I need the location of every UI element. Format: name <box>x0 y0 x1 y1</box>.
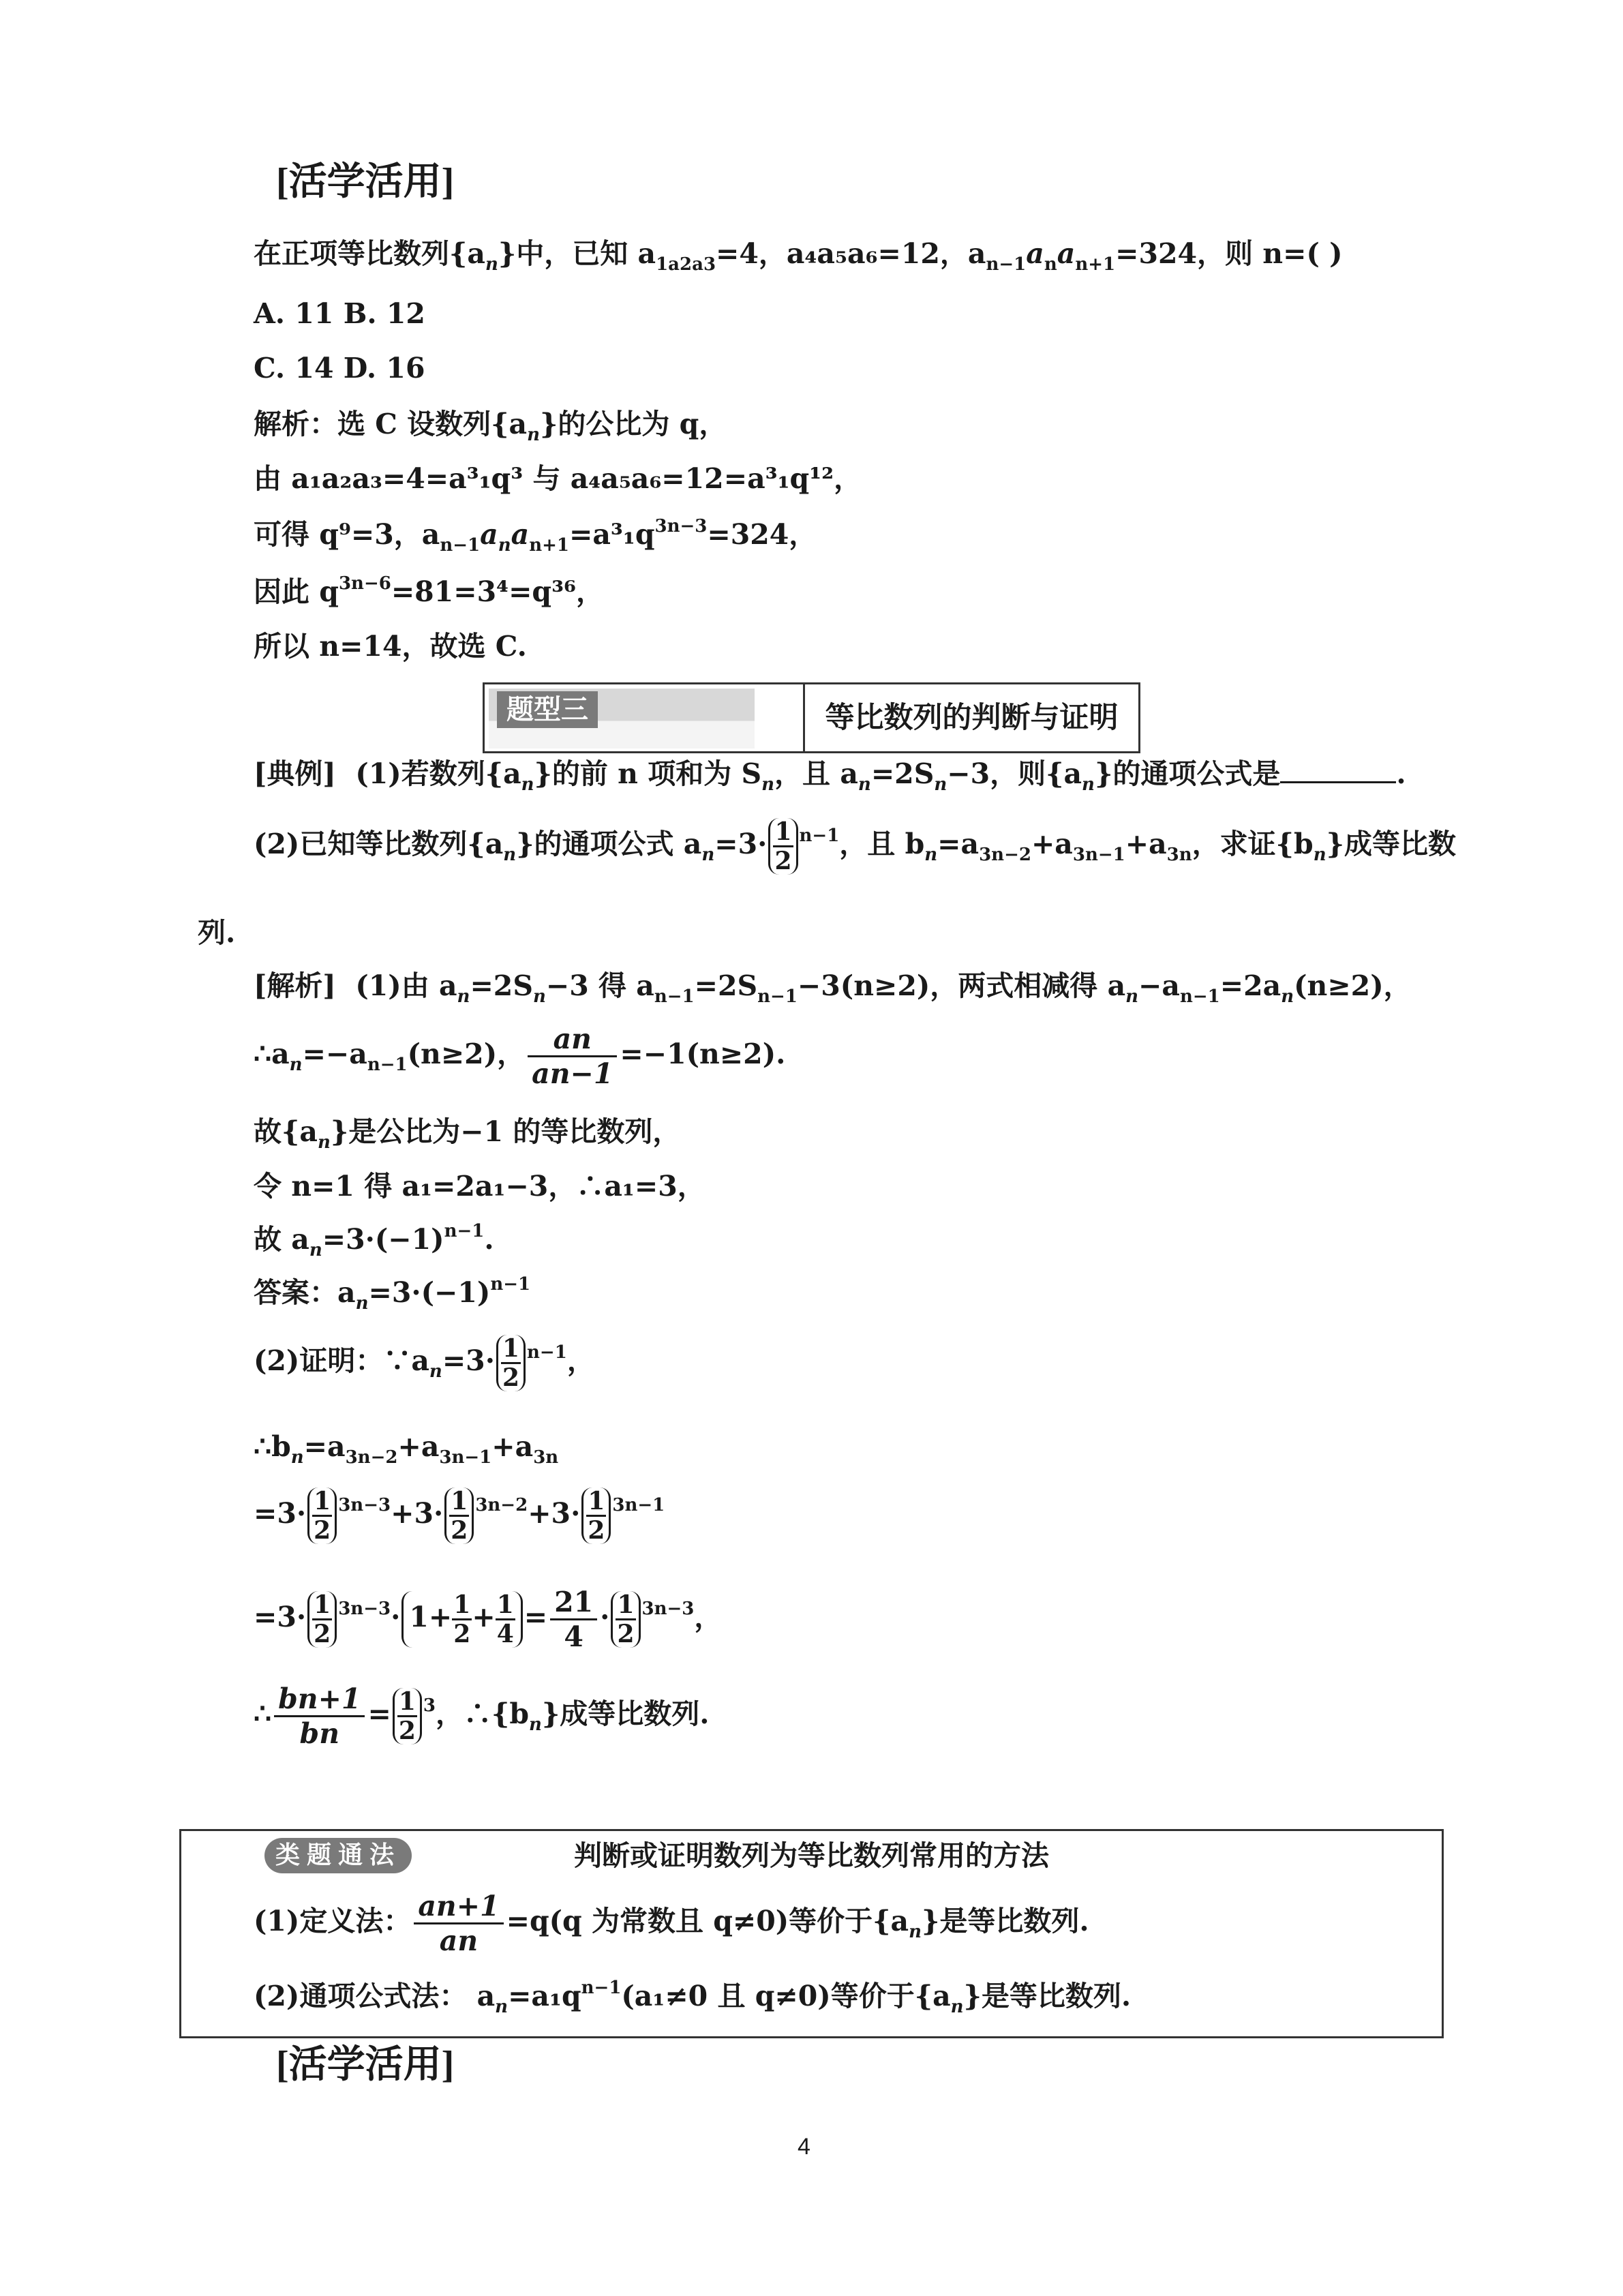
proof-line: (2)证明：$\because a_n=3\cdot$ $\frac{1}{2}$ $^{n-1}$， <box>254 1334 595 1392</box>
analysis-line-1: [解析] (1)由 $a_n=2S_n-3$ 得 $a_{n-1}=2S_{n-1}-3(n\ge 2)$，两式相减得 $a_n-a_{n-1}=2a_n(n\ge 2)$， <box>254 969 1412 1007</box>
analysis-line-2: $\therefore a_n=-a_{n-1}(n\ge 2)$， $\frac{an}{an-1}$ =−1(n≥2). <box>254 1023 786 1090</box>
options-line-1: A. 11 B. 12 <box>254 297 425 330</box>
type-badge <box>489 689 755 749</box>
analysis-line-3: 故$\{a_n\}$是公比为−1 的等比数列， <box>254 1115 681 1153</box>
summary-method-2: (2)通项公式法： $a_n=a_1q^{n-1}(a_1\ne 0$ 且 q≠0)等价于$\{a_n\}$是等比数列. <box>254 1978 1132 2017</box>
analysis-line-4: 令 n=1 得 a₁=2a₁−3，∴a₁=3， <box>254 1170 706 1203</box>
summary-badge: 类题通法 <box>264 1838 412 1873</box>
answer-line: 答案：$a_n=3\cdot(-1)^{n-1}$ <box>254 1274 531 1314</box>
type-badge-label: 题型三 <box>497 691 598 728</box>
ratio-line: ∴ $\frac{bn+1}{bn}$ = $\frac{1}{2}$ $^3$，$\therefore\{b_n\}$成等比数列. <box>254 1682 710 1750</box>
example-part-2: (2)已知等比数列$\{a_n\}$的通项公式 $a_n=3\cdot$ $\frac{1}{2}$ $^{n-1}$，且 $b_n=a_{3n-2}+a_{3n-1}+a_{3n}$，求证$\{b_n\}$成等比数 <box>254 817 1456 875</box>
solution-step-1: 由 a₁a₂a₃=4=a³₁q³ 与 a₄a₅a₆=12=a³₁q¹²， <box>254 462 862 495</box>
solution-step-4: 所以 n=14，故选 C. <box>254 630 527 663</box>
b-definition-line: $\therefore b_n=a_{3n-2}+a_{3n-1}+a_{3n}$ <box>254 1430 559 1468</box>
solution-label: 解析：选 C 设数列$\{a_n\}$的公比为 q， <box>254 408 727 445</box>
solution-step-2: 可得 q⁹=3，$a_{n-1}a_na_{n+1}=a^3_1q^{3n-3}=324$， <box>254 516 817 556</box>
analysis-line-5: 故 $a_n=3\cdot(-1)^{n-1}$. <box>254 1221 494 1260</box>
example-part-2-wrap: 列. <box>198 916 236 949</box>
section-heading-1: [活学活用] <box>276 161 455 203</box>
question-type-box <box>483 682 1140 753</box>
answer-blank <box>1280 757 1396 783</box>
method-summary-box <box>179 1829 1444 2038</box>
section-heading-2: [活学活用] <box>276 2044 455 2086</box>
summary-title: 判断或证明数列为等比数列常用的方法 <box>574 1839 1049 1872</box>
type-title: 等比数列的判断与证明 <box>825 701 1119 735</box>
solution-step-3: 因此 $q^{3n-6}=81=3^4=q^{36}$， <box>254 573 605 608</box>
example-part-1: [典例] (1)若数列$\{a_n\}$的前 n 项和为 $S_n$，且 $a_n=2S_n-3$，则$\{a_n\}$的通项公式是 . <box>254 757 1406 795</box>
summary-method-1: (1)定义法： $\frac{an+1}{an}$ =q(q 为常数且 q≠0)等价于$\{a_n\}$是等比数列. <box>254 1890 1089 1957</box>
options-line-2: C. 14 D. 16 <box>254 352 425 384</box>
page-number: 4 <box>798 2134 810 2160</box>
question-text: 在正项等比数列$\{a_n\}$中，已知 $a_{1a2a3}=4$，a₄a₅a₆=12，$a_{n-1}a_na_{n+1}=324$，则 n=( ) <box>254 237 1343 275</box>
sum-line: =3· $\frac{1}{2}$ $^{3n-3}$+3· $\frac{1}{2}$ $^{3n-2}$+3· $\frac{1}{2}$ $^{3n-1}$ <box>254 1487 665 1545</box>
factor-line: =3· $\frac{1}{2}$ $^{3n-3}$· 1+ $\frac{1}{2}$ + $\frac{1}{4}$ = $\frac{21}{4}$ · $\frac{1}{2}$ $^{3n-3}$， <box>254 1586 723 1653</box>
